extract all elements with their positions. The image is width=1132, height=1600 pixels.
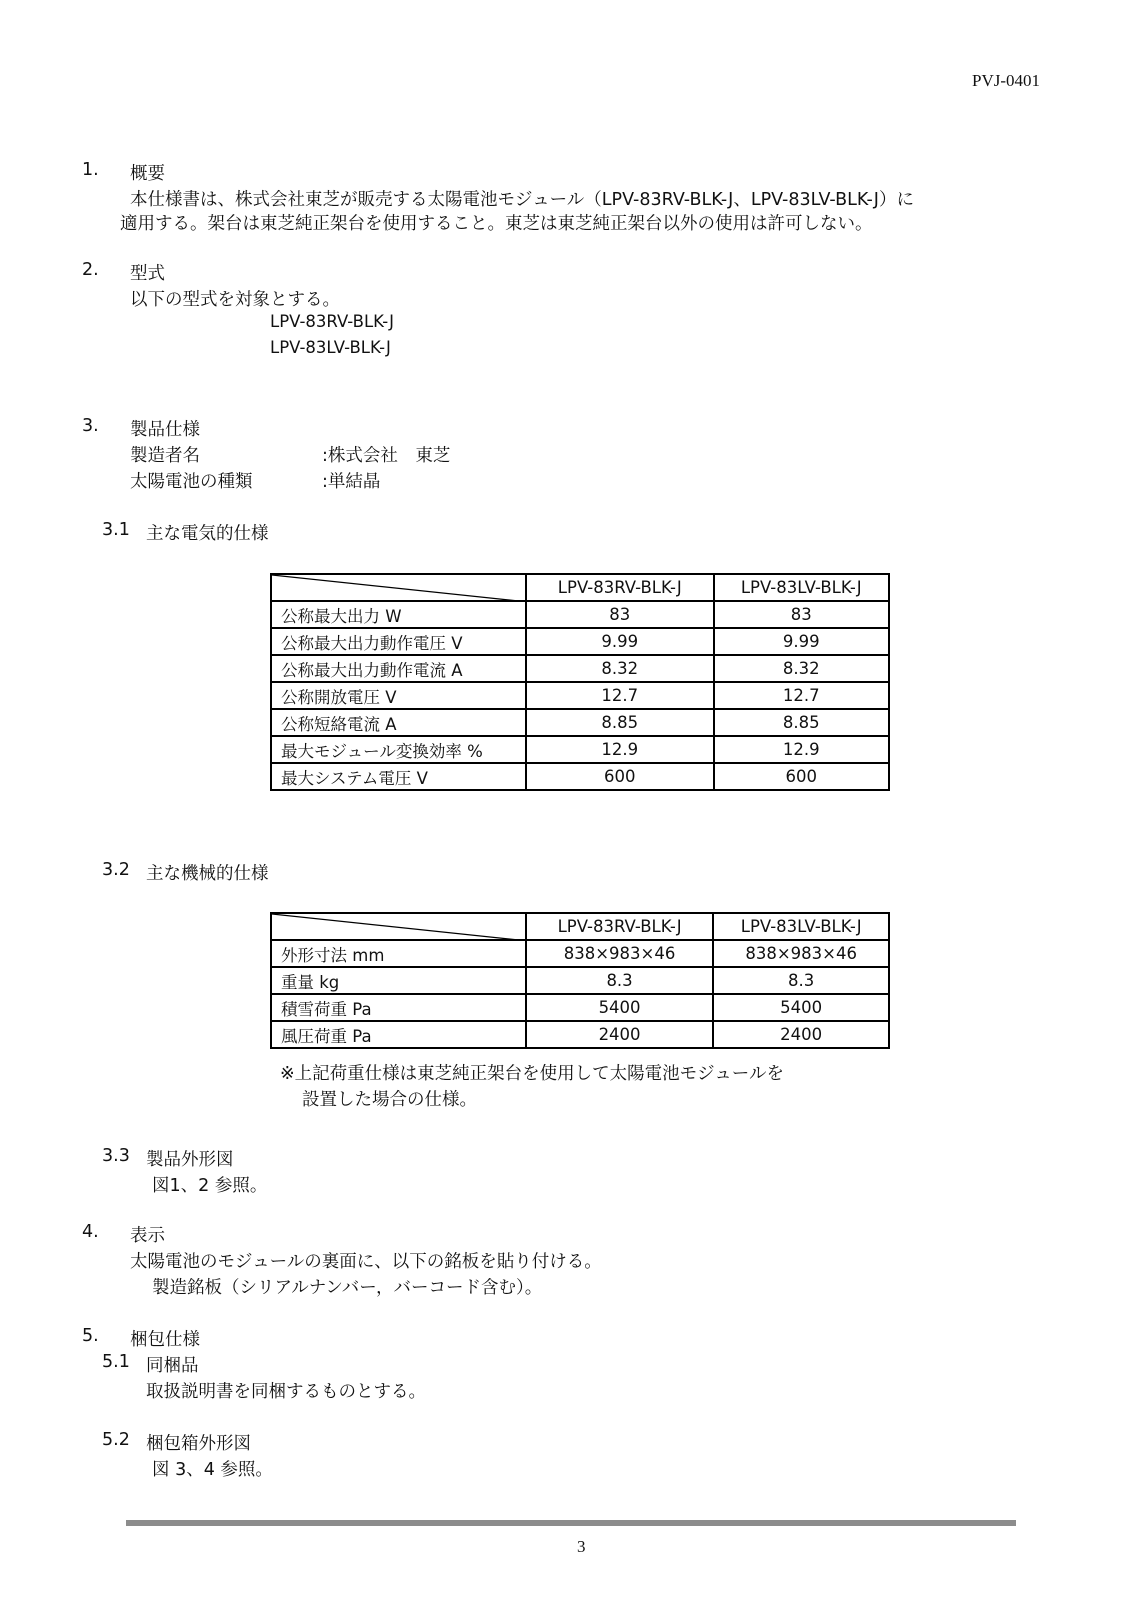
cell-value: 12.9 xyxy=(526,736,713,763)
page-number: 3 xyxy=(577,1537,586,1556)
section-3-number: 3. xyxy=(82,416,99,436)
cell-value: 8.85 xyxy=(526,709,713,736)
footer-rule xyxy=(126,1520,1016,1526)
cell-value: 12.7 xyxy=(526,682,713,709)
row-label: 最大モジュール変換効率 % xyxy=(271,736,526,763)
column-header: LPV-83LV-BLK-J xyxy=(713,913,889,940)
row-label: 公称短絡電流 A xyxy=(271,709,526,736)
cell-value: 83 xyxy=(526,601,713,628)
row-label: 外形寸法 mm xyxy=(271,940,526,967)
header-diagonal-cell xyxy=(271,913,526,940)
table-header-row xyxy=(271,574,889,601)
section-1-title: 概要 xyxy=(130,164,165,184)
cell-value: 12.9 xyxy=(714,736,889,763)
column-header: LPV-83RV-BLK-J xyxy=(526,574,713,601)
row-label: 公称開放電圧 V xyxy=(271,682,526,709)
header-diagonal-cell xyxy=(271,574,526,601)
section-4-body-line2: 製造銘板（シリアルナンバー，バーコード含む）。 xyxy=(152,1278,543,1298)
table-row xyxy=(271,1021,889,1048)
section-3-1-number: 3.1 xyxy=(102,520,130,540)
row-label: 積雪荷重 Pa xyxy=(271,994,526,1021)
cell-value: 600 xyxy=(526,763,713,790)
table-row xyxy=(271,628,889,655)
row-label: 公称最大出力動作電流 A xyxy=(271,655,526,682)
model-item: LPV-83RV-BLK-J xyxy=(270,312,394,331)
section-5-1-number: 5.1 xyxy=(102,1352,130,1372)
table-row xyxy=(271,601,889,628)
section-1-number: 1. xyxy=(82,160,99,180)
table-row xyxy=(271,994,889,1021)
electrical-spec-table xyxy=(270,573,890,791)
cell-value: 83 xyxy=(714,601,889,628)
load-note-line1: ※上記荷重仕様は東芝純正架台を使用して太陽電池モジュールを xyxy=(280,1064,784,1084)
table-header-row xyxy=(271,913,889,940)
column-header: LPV-83RV-BLK-J xyxy=(526,913,714,940)
section-5-1-body: 取扱説明書を同梱するものとする。 xyxy=(146,1382,426,1402)
cell-type-label: 太陽電池の種類 xyxy=(130,472,253,492)
cell-value: 5400 xyxy=(713,994,889,1021)
table-row xyxy=(271,736,889,763)
table-row xyxy=(271,682,889,709)
cell-value: 838×983×46 xyxy=(713,940,889,967)
section-3-title: 製品仕様 xyxy=(130,420,200,440)
cell-value: 8.85 xyxy=(714,709,889,736)
row-label: 公称最大出力 W xyxy=(271,601,526,628)
table-row xyxy=(271,709,889,736)
cell-value: 9.99 xyxy=(526,628,713,655)
maker-value: :株式会社 東芝 xyxy=(322,446,451,466)
section-2-intro: 以下の型式を対象とする。 xyxy=(130,290,340,310)
column-header: LPV-83LV-BLK-J xyxy=(714,574,889,601)
cell-value: 8.3 xyxy=(526,967,714,994)
cell-value: 600 xyxy=(714,763,889,790)
section-5-2-title: 梱包箱外形図 xyxy=(146,1434,251,1454)
section-3-3-body: 図1、2 参照。 xyxy=(152,1176,268,1196)
table-row xyxy=(271,967,889,994)
row-label: 風圧荷重 Pa xyxy=(271,1021,526,1048)
cell-value: 9.99 xyxy=(714,628,889,655)
cell-type-value: :単結晶 xyxy=(322,472,381,492)
row-label: 重量 kg xyxy=(271,967,526,994)
section-3-2-title: 主な機械的仕様 xyxy=(146,864,269,884)
section-2-number: 2. xyxy=(82,260,99,280)
cell-value: 2400 xyxy=(526,1021,714,1048)
cell-value: 8.32 xyxy=(526,655,713,682)
cell-value: 8.3 xyxy=(713,967,889,994)
diagonal-line xyxy=(272,575,528,602)
section-4-body-line1: 太陽電池のモジュールの裏面に、以下の銘板を貼り付ける。 xyxy=(130,1252,602,1272)
table-row xyxy=(271,940,889,967)
section-5-title: 梱包仕様 xyxy=(130,1330,200,1350)
section-5-number: 5. xyxy=(82,1326,99,1346)
row-label: 公称最大出力動作電圧 V xyxy=(271,628,526,655)
cell-value: 2400 xyxy=(713,1021,889,1048)
section-5-2-body: 図 3、4 参照。 xyxy=(152,1460,273,1480)
section-1-body-line2: 適用する。架台は東芝純正架台を使用すること。東芝は東芝純正架台以外の使用は許可しない。 xyxy=(120,214,873,234)
section-1-body-line1: 本仕様書は、株式会社東芝が販売する太陽電池モジュール（LPV-83RV-BLK-J、LPV-83LV-BLK-J）に xyxy=(130,190,914,210)
cell-value: 5400 xyxy=(526,994,714,1021)
section-5-1-title: 同梱品 xyxy=(146,1356,199,1376)
diagonal-line xyxy=(272,914,528,941)
model-item: LPV-83LV-BLK-J xyxy=(270,338,391,357)
section-4-title: 表示 xyxy=(130,1226,165,1246)
section-2-title: 型式 xyxy=(130,264,165,284)
table-row xyxy=(271,763,889,790)
cell-value: 12.7 xyxy=(714,682,889,709)
table-row xyxy=(271,655,889,682)
section-3-3-number: 3.3 xyxy=(102,1146,130,1166)
section-4-number: 4. xyxy=(82,1222,99,1242)
section-3-2-number: 3.2 xyxy=(102,860,130,880)
load-note-line2: 設置した場合の仕様。 xyxy=(302,1090,477,1110)
document-id: PVJ-0401 xyxy=(971,71,1040,90)
cell-value: 838×983×46 xyxy=(526,940,714,967)
mechanical-spec-table xyxy=(270,912,890,1049)
cell-value: 8.32 xyxy=(714,655,889,682)
section-3-1-title: 主な電気的仕様 xyxy=(146,524,269,544)
maker-label: 製造者名 xyxy=(130,446,200,466)
section-5-2-number: 5.2 xyxy=(102,1430,130,1450)
section-3-3-title: 製品外形図 xyxy=(146,1150,234,1170)
row-label: 最大システム電圧 V xyxy=(271,763,526,790)
